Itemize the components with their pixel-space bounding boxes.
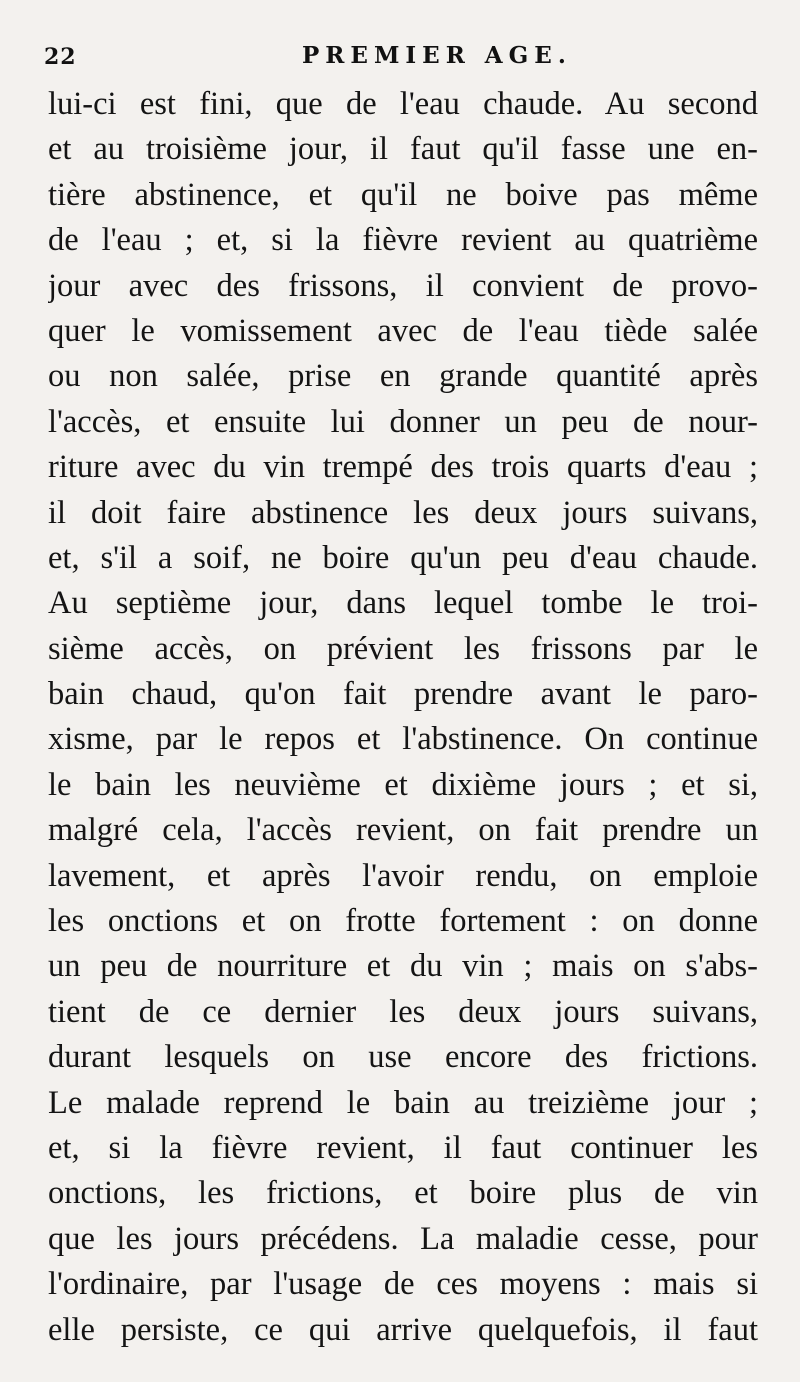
text-line: ou non salée, prise en grande quantité après	[48, 358, 758, 395]
text-line: il doit faire abstinence les deux jours suivans,	[48, 494, 758, 531]
text-line: de l'eau ; et, si la fièvre revient au quatrième	[48, 222, 758, 259]
running-head: PREMIER AGE.	[302, 42, 572, 69]
text-line: et au troisième jour, il faut qu'il fasse une en-	[48, 131, 758, 168]
text-line: sième accès, on prévient les frissons par le	[48, 630, 758, 667]
text-line: le bain les neuvième et dixième jours ; et si,	[48, 766, 758, 803]
page-number: 22	[44, 44, 77, 70]
text-line: durant lesquels on use encore des frictions.	[48, 1039, 758, 1076]
body-text	[48, 82, 758, 1353]
page-header	[44, 30, 764, 70]
text-line: tient de ce dernier les deux jours suivans,	[48, 993, 758, 1030]
text-line: quer le vomissement avec de l'eau tiède salée	[48, 312, 758, 349]
text-line: et, s'il a soif, ne boire qu'un peu d'eau chaude.	[48, 539, 758, 576]
text-line: lavement, et après l'avoir rendu, on emploie	[48, 857, 758, 894]
text-line: elle persiste, ce qui arrive quelquefois, il faut	[48, 1311, 758, 1348]
text-line: Au septième jour, dans lequel tombe le troi-	[48, 585, 758, 622]
text-line: malgré cela, l'accès revient, on fait prendre un	[48, 812, 758, 849]
text-line: l'ordinaire, par l'usage de ces moyens : mais si	[48, 1266, 758, 1303]
text-line: lui-ci est fini, que de l'eau chaude. Au second	[48, 86, 758, 122]
text-line: l'accès, et ensuite lui donner un peu de nour-	[48, 403, 758, 440]
text-line: tière abstinence, et qu'il ne boive pas même	[48, 176, 758, 213]
text-line: jour avec des frissons, il convient de provo-	[48, 267, 758, 304]
text-line: onctions, les frictions, et boire plus de vin	[48, 1175, 758, 1212]
text-line: bain chaud, qu'on fait prendre avant le paro-	[48, 676, 758, 713]
text-line: riture avec du vin trempé des trois quarts d'eau ;	[48, 449, 758, 486]
text-line: xisme, par le repos et l'abstinence. On continue	[48, 721, 758, 758]
text-line: un peu de nourriture et du vin ; mais on s'abs-	[48, 948, 758, 985]
text-line: les onctions et on frotte fortement : on donne	[48, 903, 758, 940]
text-line: Le malade reprend le bain au treizième jour ;	[48, 1084, 758, 1121]
text-line: et, si la fièvre revient, il faut continuer les	[48, 1129, 758, 1166]
text-line: que les jours précédens. La maladie cesse, pour	[48, 1220, 758, 1257]
